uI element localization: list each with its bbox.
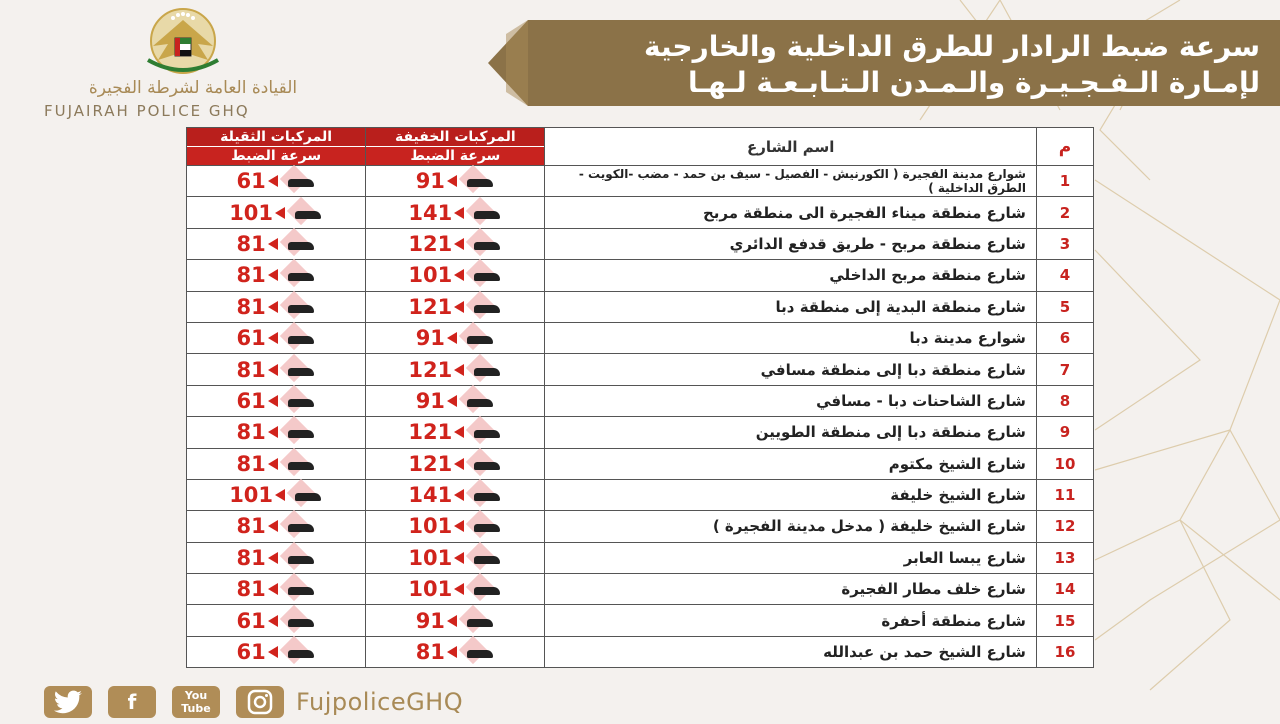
speed-value-group	[408, 577, 502, 601]
car-radar-icon	[280, 265, 316, 285]
speed-number: 81	[236, 420, 266, 445]
table-row	[187, 260, 1094, 291]
car-radar-icon	[459, 642, 495, 662]
speed-value-group	[408, 546, 502, 570]
light-vehicle-speed	[366, 605, 545, 636]
speed-value-group	[416, 169, 495, 193]
org-name-english: FUJAIRAH POLICE GHQ	[44, 102, 250, 120]
arrow-left-icon	[454, 301, 464, 313]
police-emblem-logo	[128, 8, 238, 78]
speed-number: 81	[236, 451, 266, 476]
heavy-vehicle-speed	[187, 448, 366, 479]
header-light-speed-label: سرعة الضبط	[410, 148, 501, 164]
title-line-1: سرعة ضبط الرادار للطرق الداخلية والخارجية	[644, 30, 1260, 63]
light-vehicle-speed	[366, 574, 545, 605]
speed-number: 61	[236, 608, 266, 633]
row-number: 7	[1036, 354, 1093, 385]
car-radar-icon	[280, 642, 316, 662]
row-number: 9	[1036, 417, 1093, 448]
header-street-name: اسم الشارع	[545, 128, 1037, 166]
row-number: 6	[1036, 322, 1093, 353]
car-radar-icon	[466, 422, 502, 442]
arrow-left-icon	[447, 646, 457, 658]
arrow-left-icon	[454, 238, 464, 250]
arrow-left-icon	[268, 552, 278, 564]
street-name: شارع الشيخ خليفة ( مدخل مدينة الفجيرة )	[545, 511, 1037, 542]
street-name: شارع خلف مطار الفجيرة	[545, 574, 1037, 605]
speed-value-group	[236, 420, 315, 444]
car-radar-icon	[459, 171, 495, 191]
heavy-vehicle-speed	[187, 574, 366, 605]
light-vehicle-speed	[366, 417, 545, 448]
light-vehicle-speed	[366, 542, 545, 573]
speed-value-group	[408, 420, 502, 444]
car-radar-icon	[466, 516, 502, 536]
arrow-left-icon	[268, 238, 278, 250]
speed-value-group	[236, 263, 315, 287]
light-vehicle-speed	[366, 228, 545, 259]
row-number: 15	[1036, 605, 1093, 636]
speed-value-group	[408, 483, 502, 507]
heavy-vehicle-speed	[187, 479, 366, 510]
light-vehicle-speed	[366, 322, 545, 353]
street-name: شارع الشيخ مكتوم	[545, 448, 1037, 479]
speed-number: 141	[408, 200, 453, 225]
header-light-label: المركبات الخفيفة	[366, 128, 544, 147]
arrow-left-icon	[447, 175, 457, 187]
light-vehicle-speed	[366, 354, 545, 385]
youtube-icon[interactable]	[172, 686, 220, 718]
arrow-left-icon	[268, 426, 278, 438]
speed-number: 81	[236, 231, 266, 256]
light-vehicle-speed	[366, 166, 545, 197]
street-name: شارع الشاحنات دبا - مسافي	[545, 385, 1037, 416]
speed-number: 81	[415, 640, 445, 665]
row-number: 5	[1036, 291, 1093, 322]
speed-number: 91	[415, 388, 445, 413]
street-name: شارع منطقة مربح - طريق قدفع الدائري	[545, 228, 1037, 259]
table-row	[187, 574, 1094, 605]
arrow-left-icon	[454, 458, 464, 470]
street-name: شارع منطقة دبا إلى منطقة مسافي	[545, 354, 1037, 385]
speed-number: 121	[408, 451, 453, 476]
speed-value-group	[236, 295, 315, 319]
light-vehicle-speed	[366, 260, 545, 291]
heavy-vehicle-speed	[187, 322, 366, 353]
speed-number: 141	[408, 483, 453, 508]
car-radar-icon	[459, 328, 495, 348]
speed-number: 61	[236, 326, 266, 351]
car-radar-icon	[280, 360, 316, 380]
speed-value-group	[236, 389, 315, 413]
arrow-left-icon	[268, 269, 278, 281]
arrow-left-icon	[447, 615, 457, 627]
speed-number: 81	[236, 357, 266, 382]
street-name: شوارع مدينة الفجيرة ( الكورنيش - الفصيل - سيف بن حمد - مضب -الكويت - الطرق الداخلية )	[545, 166, 1037, 197]
car-radar-icon	[280, 548, 316, 568]
header-light-vehicles	[366, 128, 545, 166]
speed-value-group	[236, 169, 315, 193]
row-number: 11	[1036, 479, 1093, 510]
speed-number: 91	[415, 169, 445, 194]
speed-number: 81	[236, 263, 266, 288]
header-heavy-vehicles	[187, 128, 366, 166]
arrow-left-icon	[275, 207, 285, 219]
street-name: شارع منطقة دبا إلى منطقة الطويين	[545, 417, 1037, 448]
heavy-vehicle-speed	[187, 260, 366, 291]
arrow-left-icon	[275, 489, 285, 501]
row-number: 14	[1036, 574, 1093, 605]
car-radar-icon	[287, 203, 323, 223]
row-number: 8	[1036, 385, 1093, 416]
car-radar-icon	[466, 454, 502, 474]
street-name: شارع الشيخ خليفة	[545, 479, 1037, 510]
arrow-left-icon	[268, 646, 278, 658]
speed-value-group	[236, 514, 315, 538]
speed-number: 91	[415, 608, 445, 633]
youtube-label: You Tube	[181, 689, 211, 715]
car-radar-icon	[280, 422, 316, 442]
table-row	[187, 605, 1094, 636]
car-radar-icon	[280, 234, 316, 254]
street-name: شارع الشيخ حمد بن عبدالله	[545, 636, 1037, 667]
table-row	[187, 385, 1094, 416]
speed-number: 61	[236, 169, 266, 194]
table-row	[187, 636, 1094, 667]
arrow-left-icon	[454, 583, 464, 595]
speed-number: 121	[408, 420, 453, 445]
street-name: شارع منطقة ميناء الفجيرة الى منطقة مربح	[545, 197, 1037, 228]
car-radar-icon	[466, 485, 502, 505]
heavy-vehicle-speed	[187, 291, 366, 322]
heavy-vehicle-speed	[187, 636, 366, 667]
street-name: شارع منطقة مربح الداخلي	[545, 260, 1037, 291]
light-vehicle-speed	[366, 479, 545, 510]
speed-value-group	[408, 514, 502, 538]
speed-value-group	[408, 452, 502, 476]
car-radar-icon	[280, 579, 316, 599]
car-radar-icon	[280, 516, 316, 536]
table-row	[187, 166, 1094, 197]
speed-number: 81	[236, 294, 266, 319]
light-vehicle-speed	[366, 197, 545, 228]
arrow-left-icon	[447, 332, 457, 344]
speed-value-group	[236, 609, 315, 633]
table-row	[187, 354, 1094, 385]
speed-value-group	[408, 232, 502, 256]
car-radar-icon	[287, 485, 323, 505]
table-row	[187, 291, 1094, 322]
header-heavy-speed-label: سرعة الضبط	[231, 148, 322, 164]
car-radar-icon	[466, 203, 502, 223]
speed-number: 101	[408, 577, 453, 602]
speed-value-group	[236, 640, 315, 664]
speed-number: 81	[236, 514, 266, 539]
light-vehicle-speed	[366, 636, 545, 667]
car-radar-icon	[280, 454, 316, 474]
heavy-vehicle-speed	[187, 385, 366, 416]
row-number: 10	[1036, 448, 1093, 479]
speed-value-group	[408, 295, 502, 319]
row-number: 12	[1036, 511, 1093, 542]
heavy-vehicle-speed	[187, 166, 366, 197]
light-vehicle-speed	[366, 511, 545, 542]
title-line-2: لإمـارة الـفـجـيـرة والـمـدن الـتـابـعـة لـهـا	[688, 66, 1260, 99]
speed-value-group	[236, 452, 315, 476]
speed-number: 101	[408, 514, 453, 539]
table-row	[187, 197, 1094, 228]
street-name: شارع منطقة البدية إلى منطقة دبا	[545, 291, 1037, 322]
org-name-arabic: القيادة العامة لشرطة الفجيرة	[88, 78, 298, 98]
arrow-left-icon	[454, 520, 464, 532]
row-number: 13	[1036, 542, 1093, 573]
table-row	[187, 448, 1094, 479]
arrow-left-icon	[454, 489, 464, 501]
car-radar-icon	[466, 548, 502, 568]
light-vehicle-speed	[366, 385, 545, 416]
row-number: 16	[1036, 636, 1093, 667]
arrow-left-icon	[454, 552, 464, 564]
street-name: شارع منطقة أحفرة	[545, 605, 1037, 636]
instagram-icon[interactable]	[236, 686, 284, 718]
speed-number: 101	[408, 263, 453, 288]
speed-number: 101	[229, 200, 274, 225]
light-vehicle-speed	[366, 291, 545, 322]
title-banner	[488, 20, 1280, 106]
speed-value-group	[408, 358, 502, 382]
arrow-left-icon	[268, 175, 278, 187]
arrow-left-icon	[454, 364, 464, 376]
car-radar-icon	[280, 297, 316, 317]
speed-value-group	[229, 201, 323, 225]
speed-number: 101	[408, 545, 453, 570]
arrow-left-icon	[268, 615, 278, 627]
heavy-vehicle-speed	[187, 542, 366, 573]
speed-number: 121	[408, 357, 453, 382]
speed-value-group	[408, 263, 502, 287]
arrow-left-icon	[454, 269, 464, 281]
speed-value-group	[416, 389, 495, 413]
speed-number: 61	[236, 640, 266, 665]
heavy-vehicle-speed	[187, 417, 366, 448]
street-name: شوارع مدينة دبا	[545, 322, 1037, 353]
table-header-row	[187, 128, 1094, 166]
car-radar-icon	[459, 391, 495, 411]
table-row	[187, 322, 1094, 353]
street-name: شارع يبسا العابر	[545, 542, 1037, 573]
car-radar-icon	[280, 171, 316, 191]
speed-number: 81	[236, 545, 266, 570]
row-number: 1	[1036, 166, 1093, 197]
light-vehicle-speed	[366, 448, 545, 479]
arrow-left-icon	[268, 395, 278, 407]
row-number: 4	[1036, 260, 1093, 291]
arrow-left-icon	[268, 520, 278, 532]
speed-value-group	[408, 201, 502, 225]
header-heavy-label: المركبات الثقيلة	[187, 128, 365, 147]
table-row	[187, 511, 1094, 542]
arrow-left-icon	[268, 364, 278, 376]
facebook-icon[interactable]: f	[108, 686, 156, 718]
speed-number: 91	[415, 326, 445, 351]
arrow-left-icon	[447, 395, 457, 407]
car-radar-icon	[466, 360, 502, 380]
twitter-icon[interactable]	[44, 686, 92, 718]
car-radar-icon	[459, 611, 495, 631]
car-radar-icon	[466, 579, 502, 599]
table-row	[187, 542, 1094, 573]
car-radar-icon	[466, 234, 502, 254]
radar-speed-table	[186, 127, 1094, 668]
heavy-vehicle-speed	[187, 354, 366, 385]
speed-value-group	[416, 326, 495, 350]
speed-value-group	[236, 326, 315, 350]
speed-value-group	[236, 358, 315, 382]
arrow-left-icon	[268, 301, 278, 313]
heavy-vehicle-speed	[187, 511, 366, 542]
arrow-left-icon	[454, 426, 464, 438]
car-radar-icon	[466, 265, 502, 285]
speed-value-group	[229, 483, 323, 507]
table-row	[187, 417, 1094, 448]
row-number: 3	[1036, 228, 1093, 259]
car-radar-icon	[280, 328, 316, 348]
speed-value-group	[416, 640, 495, 664]
speed-value-group	[416, 609, 495, 633]
speed-value-group	[236, 577, 315, 601]
table-row	[187, 228, 1094, 259]
heavy-vehicle-speed	[187, 197, 366, 228]
arrow-left-icon	[454, 207, 464, 219]
speed-number: 121	[408, 231, 453, 256]
speed-value-group	[236, 546, 315, 570]
speed-number: 61	[236, 388, 266, 413]
heavy-vehicle-speed	[187, 605, 366, 636]
header-number: م	[1036, 128, 1093, 166]
car-radar-icon	[466, 297, 502, 317]
table-row	[187, 479, 1094, 510]
speed-value-group	[236, 232, 315, 256]
car-radar-icon	[280, 611, 316, 631]
speed-number: 121	[408, 294, 453, 319]
arrow-left-icon	[268, 332, 278, 344]
speed-number: 101	[229, 483, 274, 508]
speed-number: 81	[236, 577, 266, 602]
social-handle[interactable]: FujpoliceGHQ	[296, 688, 464, 716]
car-radar-icon	[280, 391, 316, 411]
arrow-left-icon	[268, 583, 278, 595]
arrow-left-icon	[268, 458, 278, 470]
heavy-vehicle-speed	[187, 228, 366, 259]
row-number: 2	[1036, 197, 1093, 228]
